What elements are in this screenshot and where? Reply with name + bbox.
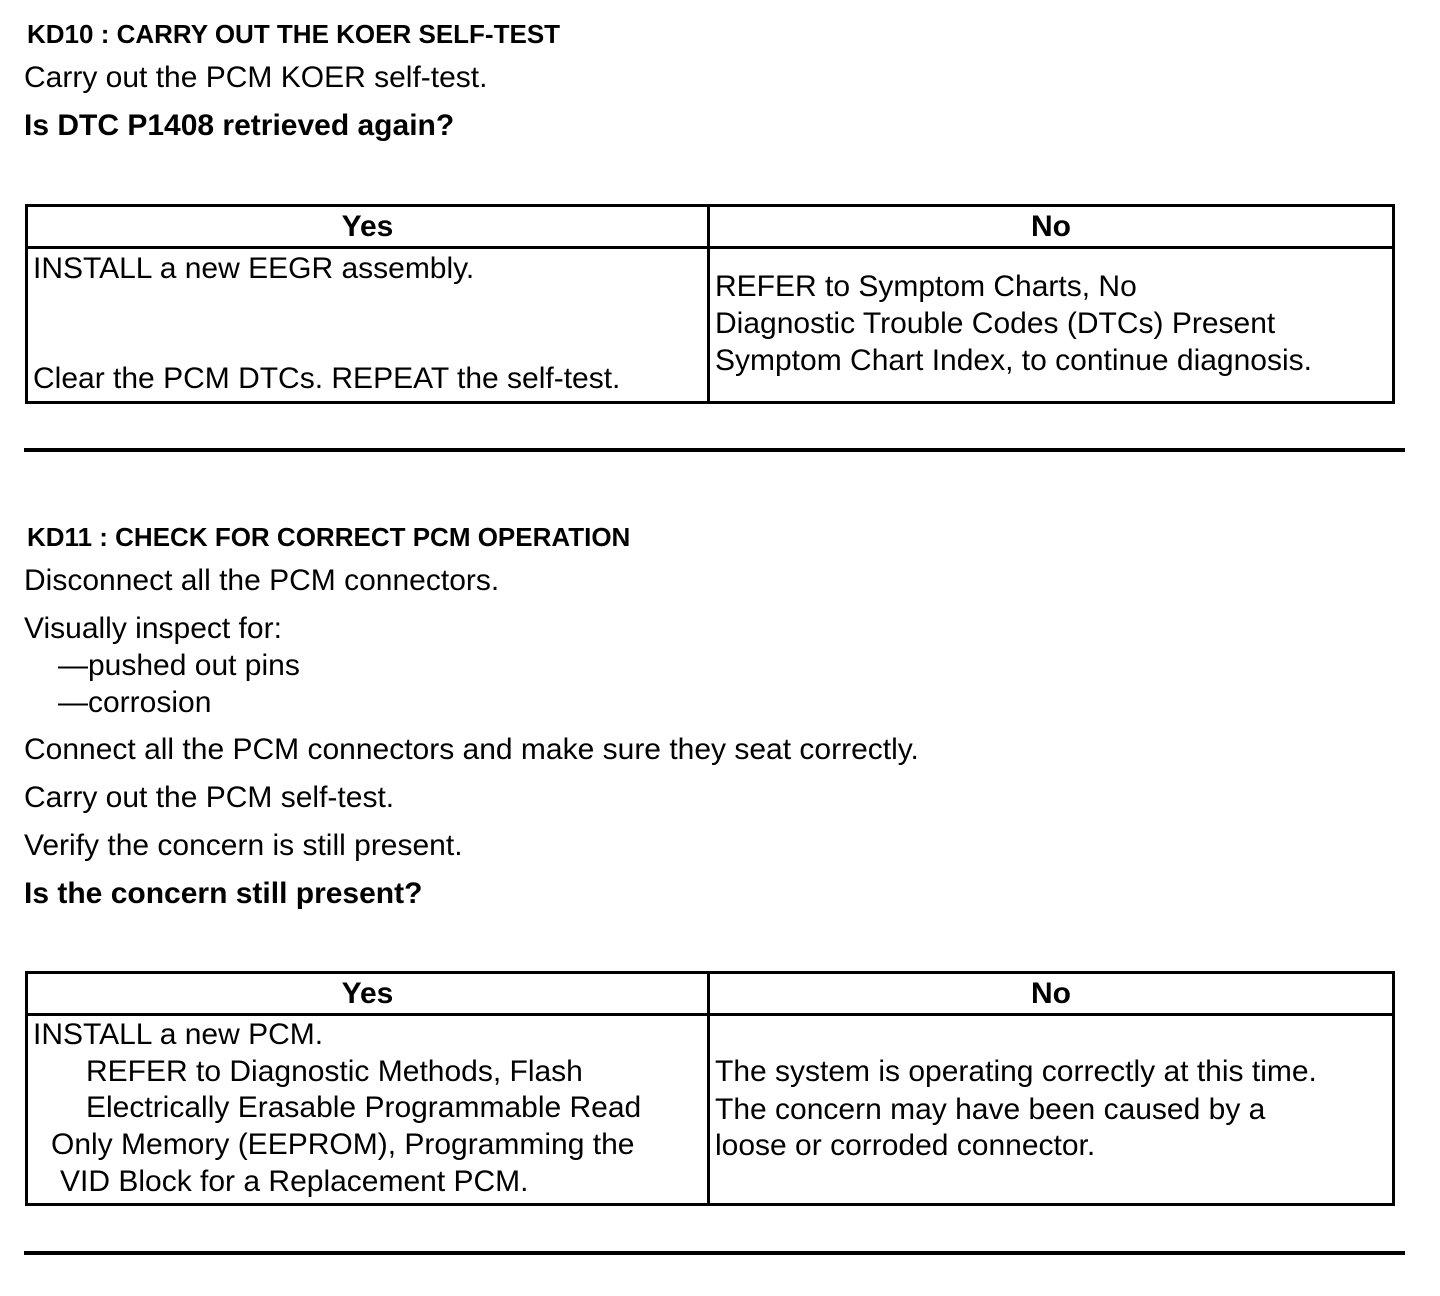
kd11-step: Connect all the PCM connectors and make sure they seat correctly.: [24, 733, 919, 766]
kd10-heading: KD10 : CARRY OUT THE KOER SELF-TEST: [27, 19, 561, 49]
kd10-yes-no-table: [25, 204, 1395, 404]
kd11-inspect-item: —corrosion: [58, 686, 212, 719]
kd11-step: Disconnect all the PCM connectors.: [24, 564, 500, 597]
kd11-step: Visually inspect for:: [24, 612, 282, 645]
kd11-yes-line: Only Memory (EEPROM), Programming the: [51, 1128, 635, 1161]
kd10-no-line: Symptom Chart Index, to continue diagnosis.: [715, 344, 1312, 377]
kd10-yes-line: INSTALL a new EEGR assembly.: [33, 252, 475, 285]
section-divider: [24, 1251, 1405, 1255]
section-divider: [24, 448, 1405, 452]
kd11-step: Verify the concern is still present.: [24, 829, 463, 862]
kd10-instruction: Carry out the PCM KOER self-test.: [24, 61, 488, 94]
kd10-yes-header: Yes: [27, 206, 709, 248]
kd10-no-line: REFER to Symptom Charts, No: [715, 270, 1137, 303]
kd11-question: Is the concern still present?: [24, 877, 423, 910]
kd11-yes-no-table: [25, 971, 1395, 1206]
kd11-yes-line: Electrically Erasable Programmable Read: [86, 1091, 642, 1124]
kd11-no-cell: [709, 1015, 1394, 1205]
kd10-no-header: No: [709, 206, 1394, 248]
kd10-yes-line: Clear the PCM DTCs. REPEAT the self-test.: [33, 362, 621, 395]
kd11-heading: KD11 : CHECK FOR CORRECT PCM OPERATION: [27, 522, 631, 552]
kd11-inspect-item: —pushed out pins: [58, 649, 300, 682]
kd11-yes-line: REFER to Diagnostic Methods, Flash: [86, 1055, 583, 1088]
kd11-yes-line: VID Block for a Replacement PCM.: [60, 1165, 529, 1198]
kd11-no-header: No: [709, 973, 1394, 1015]
kd11-yes-header: Yes: [27, 973, 709, 1015]
kd11-no-line: loose or corroded connector.: [715, 1129, 1096, 1162]
kd10-question: Is DTC P1408 retrieved again?: [24, 109, 455, 142]
kd10-no-cell: [709, 248, 1394, 403]
kd11-yes-cell: [27, 1015, 709, 1205]
kd10-yes-cell: [27, 248, 709, 403]
kd11-step: Carry out the PCM self-test.: [24, 781, 395, 814]
kd11-no-line: The system is operating correctly at this time.: [715, 1055, 1317, 1088]
kd10-no-line: Diagnostic Trouble Codes (DTCs) Present: [715, 307, 1276, 340]
kd11-no-line: The concern may have been caused by a: [715, 1093, 1266, 1126]
kd11-yes-line: INSTALL a new PCM.: [33, 1018, 324, 1051]
